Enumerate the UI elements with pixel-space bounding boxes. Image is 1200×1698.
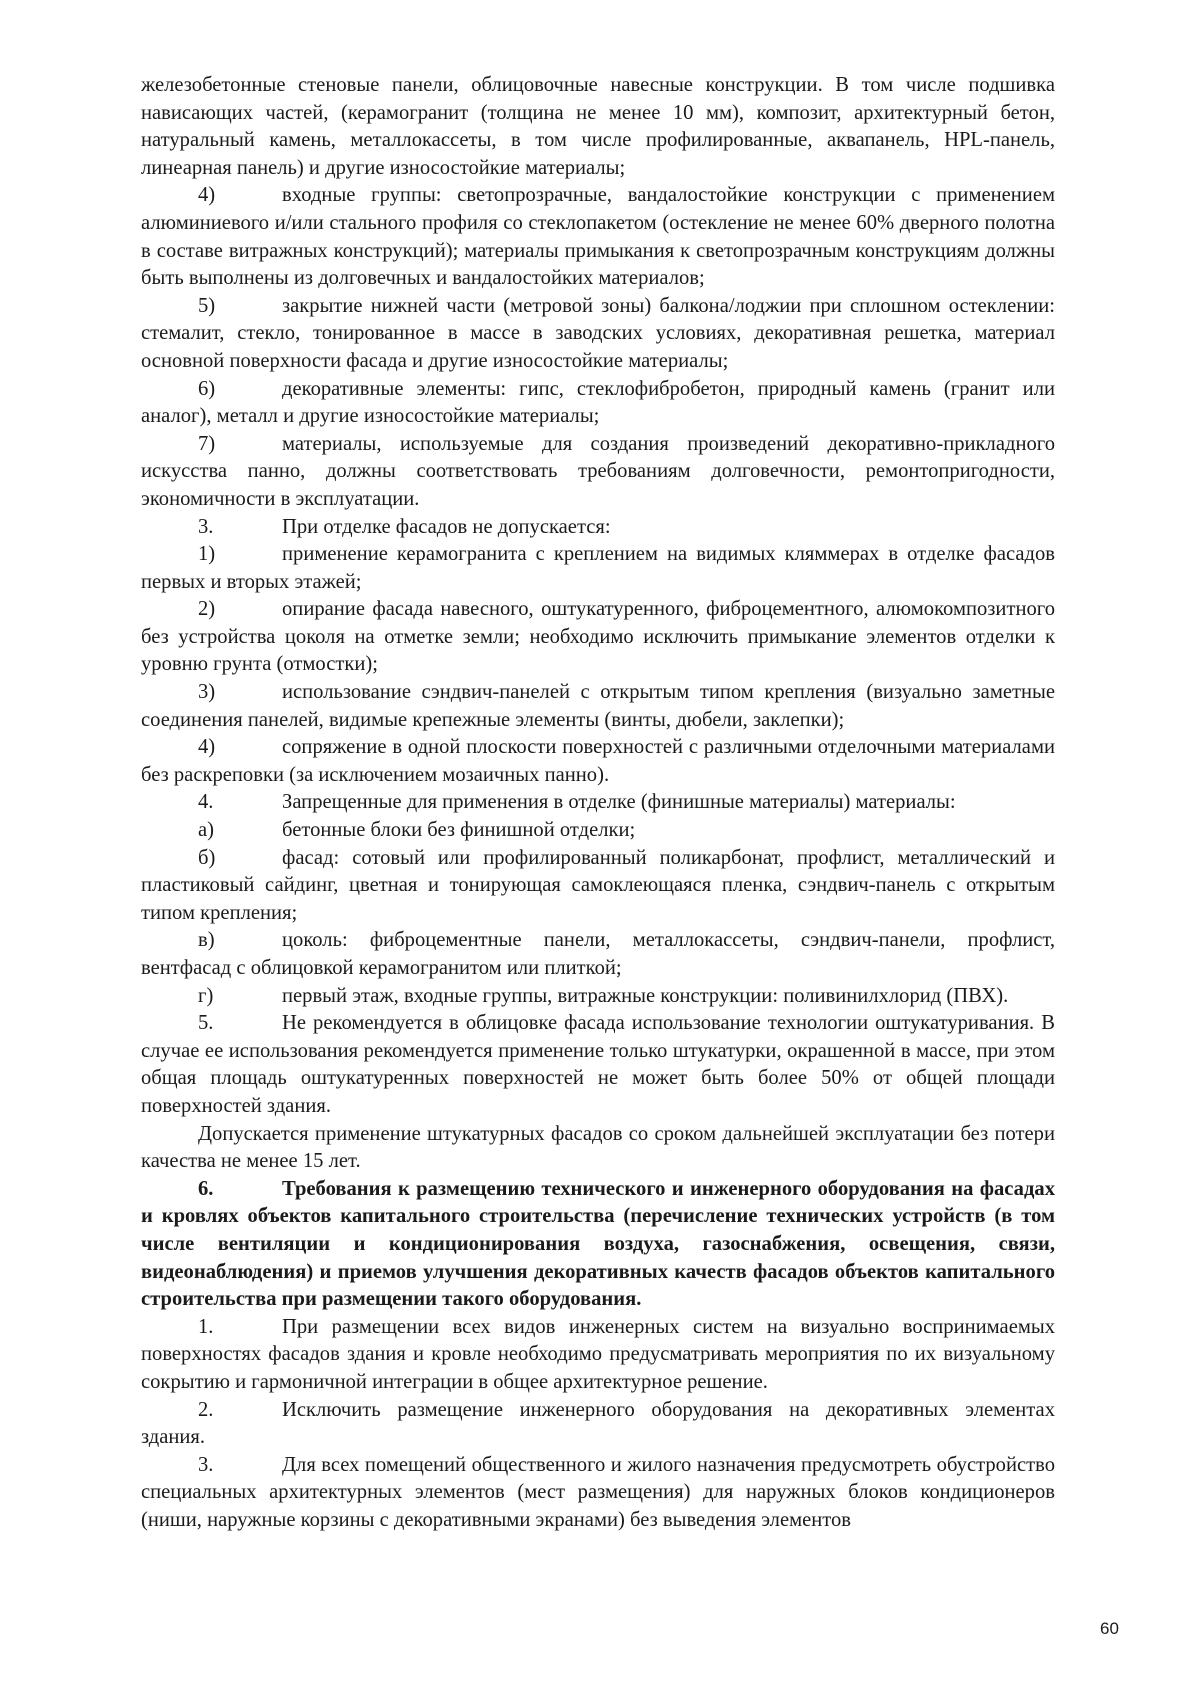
section-heading xyxy=(141,1176,1055,1314)
section-heading-text: Требования к размещению технического и инженерного оборудования на фасадах и кровлях объектов капитального строительства (перечисление технических устройств (в том числе вентиляции и кондиционирования воздуха, газоснабжения, освещения, связи, видеонаблюдения) и приемов улучшения декоративных качеств фасадов объектов капитального строительства при размещении такого оборудования. xyxy=(141,1177,1055,1311)
section-text: При размещении всех видов инженерных систем на визуально воспринимаемых поверхностях фасадов здания и кровле необходимо предусматривать мероприятия по их визуальному сокрытию и гармоничной интеграции в общее архитектурное решение. xyxy=(141,1315,1055,1393)
list-item-text: входные группы: светопрозрачные, вандалостойкие конструкции с применением алюминиевого и/или стального профиля со стеклопакетом (остекление не менее 60% дверного полотна в составе витражных конструкций); материалы примыкания к светопрозрачным конструкциям должны быть выполнены из долговечных и вандалостойких материалов; xyxy=(141,184,1055,290)
section-item xyxy=(141,789,1055,817)
section-item xyxy=(141,1397,1055,1452)
list-item-text: цоколь: фиброцементные панели, металлокассеты, сэндвич-панели, профлист, вентфасад с облицовкой керамогранитом или плиткой; xyxy=(141,929,1055,979)
list-item-number: 3) xyxy=(198,681,216,704)
list-item-text: закрытие нижней части (метровой зоны) балкона/лоджии при сплошном остеклении: стемалит, стекло, тонированное в массе в заводских условиях, декоративная решетка, материал основной поверхности фасада и другие износостойкие материалы; xyxy=(141,294,1055,372)
list-item xyxy=(141,376,1055,431)
section-number: 2. xyxy=(198,1398,214,1421)
list-item-number: 6) xyxy=(198,377,216,400)
list-item-number: 5) xyxy=(198,294,216,317)
section-item xyxy=(141,1010,1055,1120)
section-item xyxy=(141,514,1055,542)
list-item xyxy=(141,596,1055,679)
section-number: 1. xyxy=(198,1315,214,1338)
indented-paragraph xyxy=(141,1121,1055,1176)
list-item xyxy=(141,845,1055,928)
list-item-number: б) xyxy=(198,846,216,869)
list-item-text: использование сэндвич-панелей с открытым типом крепления (визуально заметные соединения панелей, видимые крепежные элементы (винты, дюбели, заклепки); xyxy=(141,681,1055,731)
list-item-text: бетонные блоки без финишной отделки; xyxy=(282,819,636,842)
list-item xyxy=(141,431,1055,514)
list-item-number: а) xyxy=(198,819,214,842)
page-number: 60 xyxy=(1100,1619,1119,1638)
list-item xyxy=(141,679,1055,734)
section-number: 4. xyxy=(198,791,214,814)
list-item-number: 1) xyxy=(198,543,216,566)
list-item-text: декоративные элементы: гипс, стеклофибробетон, природный камень (гранит или аналог), металл и другие износостойкие материалы; xyxy=(141,377,1055,428)
section-text: При отделке фасадов не допускается: xyxy=(282,515,611,538)
paragraph-continuation xyxy=(141,72,1055,182)
list-item xyxy=(141,293,1055,376)
section-text: Исключить размещение инженерного оборудования на декоративных элементах здания. xyxy=(141,1398,1055,1449)
list-item-number: 7) xyxy=(198,432,216,455)
list-item xyxy=(141,541,1055,596)
list-item-text: первый этаж, входные группы, витражные конструкции: поливинилхлорид (ПВХ). xyxy=(282,984,1009,1007)
section-text: Не рекомендуется в облицовке фасада использование технологии оштукатуривания. В случае ее использования рекомендуется применение только штукатурки, окрашенной в массе, при этом общая площадь оштукатуренных поверхностей не может быть более 50% от общей площади поверхностей здания. xyxy=(141,1012,1055,1117)
list-item-number: 4) xyxy=(198,184,216,207)
list-item-text: сопряжение в одной плоскости поверхностей с различными отделочными материалами без раскреповки (за исключением мозаичных панно). xyxy=(141,736,1055,786)
list-item-number: 2) xyxy=(198,598,216,621)
list-item-number: г) xyxy=(198,984,214,1007)
list-item xyxy=(141,817,1055,845)
list-item xyxy=(141,927,1055,982)
list-item xyxy=(141,983,1055,1011)
section-item xyxy=(141,1452,1055,1535)
paragraph-text: железобетонные стеновые панели, облицовочные навесные конструкции. В том числе подшивка нависающих частей, (керамогранит (толщина не менее 10 мм), композит, архитектурный бетон, натуральный камень, металлокассеты, в том числе профилированные, аквапанель, HPL-панель, линеарная панель) и другие износостойкие материалы; xyxy=(141,74,1055,179)
list-item-number: 4) xyxy=(198,736,216,759)
list-item xyxy=(141,182,1055,292)
list-item xyxy=(141,734,1055,789)
list-item-text: применение керамогранита с креплением на видимых кляммерах в отделке фасадов первых и вторых этажей; xyxy=(141,543,1055,593)
paragraph-text: Допускается применение штукатурных фасадов со сроком дальнейшей эксплуатации без потери качества не менее 15 лет. xyxy=(141,1122,1055,1173)
list-item-text: материалы, используемые для создания произведений декоративно-прикладного искусства панно, должны соответствовать требованиям долговечности, ремонтопригодности, экономичности в эксплуатации. xyxy=(141,432,1055,510)
section-heading-number: 6. xyxy=(198,1177,214,1200)
section-number: 5. xyxy=(198,1012,214,1035)
list-item-text: фасад: сотовый или профилированный поликарбонат, профлист, металлический и пластиковый сайдинг, цветная и тонирующая самоклеющаяся пленка, сэндвич-панель с открытым типом крепления; xyxy=(141,846,1055,924)
section-number: 3. xyxy=(198,1453,214,1476)
section-text: Для всех помещений общественного и жилого назначения предусмотреть обустройство специальных архитектурных элементов (мест размещения) для наружных блоков кондиционеров (ниши, наружные корзины с декоративными экранами) без выведения элементов xyxy=(141,1453,1055,1531)
list-item-text: опирание фасада навесного, оштукатуренного, фиброцементного, алюмокомпозитного без устройства цоколя на отметке земли; необходимо исключить примыкание элементов отделки к уровню грунта (отмостки); xyxy=(141,598,1055,676)
section-item xyxy=(141,1314,1055,1397)
document-body xyxy=(141,72,1055,1534)
section-text: Запрещенные для применения в отделке (финишные материалы) материалы: xyxy=(282,791,956,814)
list-item-number: в) xyxy=(198,929,215,952)
section-number: 3. xyxy=(198,515,214,538)
